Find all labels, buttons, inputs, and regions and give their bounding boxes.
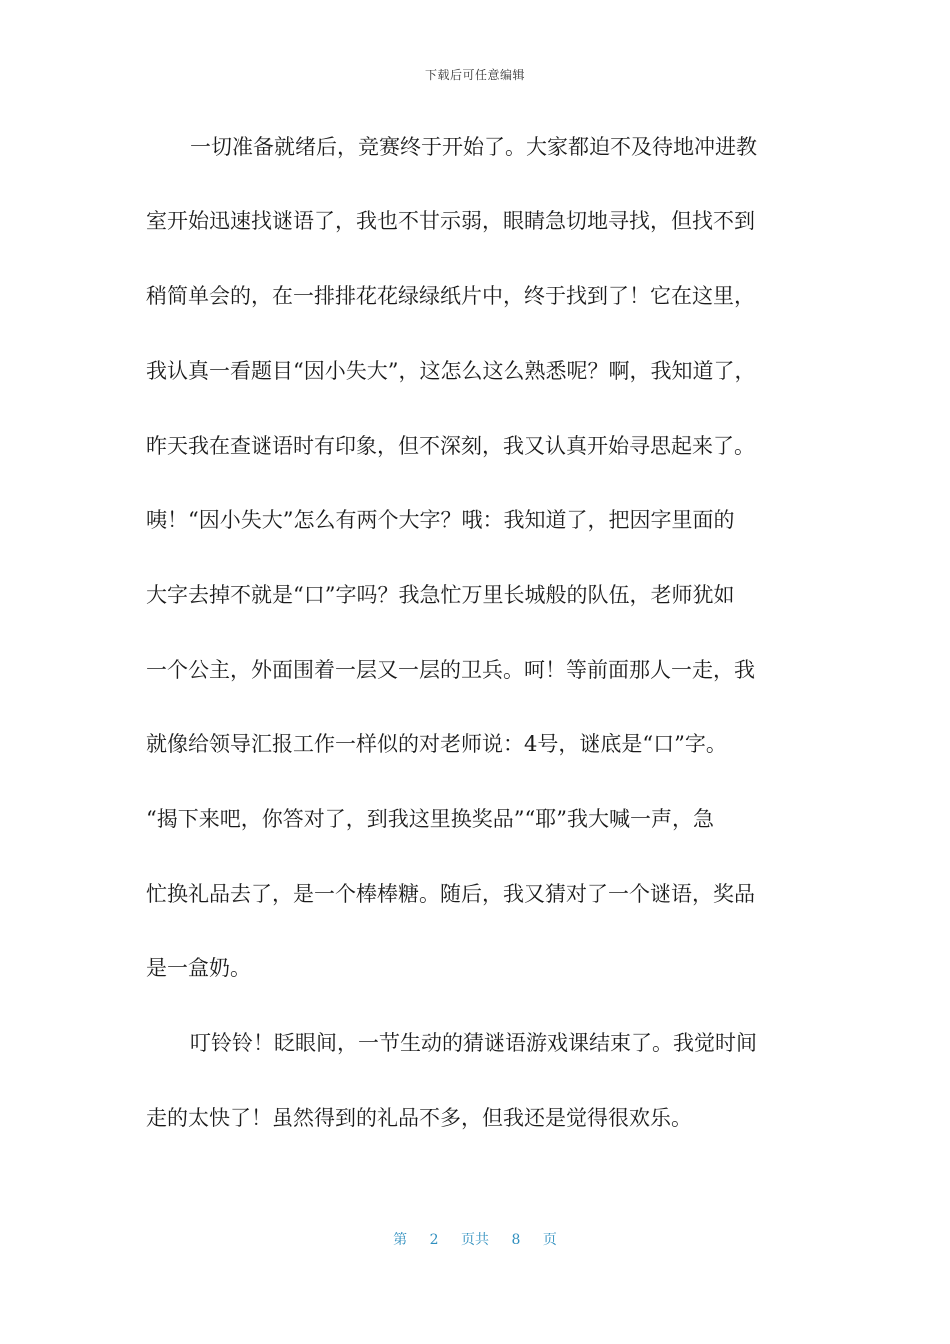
footer-page-total: 8 bbox=[511, 1232, 521, 1248]
footer-ye: 页 bbox=[542, 1232, 557, 1248]
paragraph-line: 叮铃铃！眨眼间，一节生动的猜谜语游戏课结束了。我觉时间 bbox=[190, 1031, 757, 1055]
footer-page-current: 2 bbox=[429, 1232, 439, 1248]
paragraph-line: 是一盒奶。 bbox=[146, 956, 251, 980]
paragraph-line: 室开始迅速找谜语了，我也不甘示弱，眼睛急切地寻找，但找不到 bbox=[146, 209, 755, 233]
paragraph-line: 忙换礼品去了，是一个棒棒糖。随后，我又猜对了一个谜语，奖品 bbox=[146, 882, 755, 906]
paragraph-line: 一个公主，外面围着一层又一层的卫兵。呵！等前面那人一走，我 bbox=[146, 658, 755, 682]
footer-ye-gong: 页共 bbox=[461, 1232, 489, 1248]
paragraph-line: “揭下来吧，你答对了，到我这里换奖品”“耶”我大喊一声，急 bbox=[146, 807, 714, 831]
paragraph-line: 就像给领导汇报工作一样似的对老师说：4号，谜底是“口”字。 bbox=[146, 732, 727, 756]
page-footer bbox=[0, 1229, 950, 1249]
paragraph-line: 咦！“因小失大”怎么有两个大字？哦：我知道了，把因字里面的 bbox=[146, 508, 735, 532]
paragraph-line: 走的太快了！虽然得到的礼品不多，但我还是觉得很欢乐。 bbox=[146, 1106, 692, 1130]
page-header-note: 下载后可任意编辑 bbox=[424, 68, 525, 82]
paragraph-line: 稍简单会的，在一排排花花绿绿纸片中，终于找到了！它在这里， bbox=[146, 284, 755, 308]
paragraph-line: 昨天我在查谜语时有印象，但不深刻，我又认真开始寻思起来了。 bbox=[146, 434, 755, 458]
footer-di: 第 bbox=[393, 1232, 408, 1248]
paragraph-line: 我认真一看题目“因小失大”，这怎么这么熟悉呢？啊，我知道了， bbox=[146, 359, 756, 383]
paragraph-line: 大字去掉不就是“口”字吗？我急忙万里长城般的队伍，老师犹如 bbox=[146, 583, 735, 607]
paragraph-line: 一切准备就绪后，竞赛终于开始了。大家都迫不及待地冲进教 bbox=[190, 135, 757, 159]
